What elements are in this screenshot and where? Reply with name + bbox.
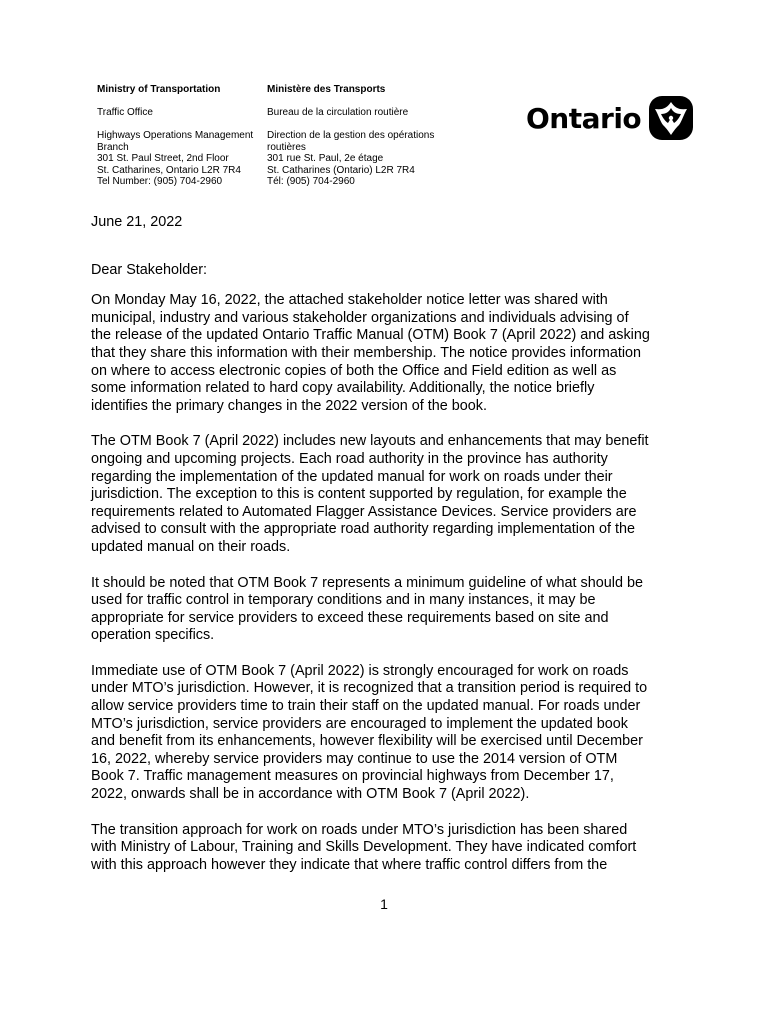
paragraph-line: 16, 2022, whereby service providers may continue to use the 2014 version of OTM [91,750,618,767]
ontario-logo [526,96,693,140]
paragraph-line: with this approach however they indicate that where traffic control differs from the [91,856,608,873]
letter-date: June 21, 2022 [91,214,183,230]
paragraph-line: regarding the implementation of the updated manual for work on roads under their [91,468,613,485]
paragraph-line: allow service providers time to train their staff on the updated manual. For roads under [91,698,641,715]
trillium-icon [649,96,693,140]
letterhead-french [267,84,447,188]
paragraph-line: requirements related to Automated Flagger Assistance Devices. Service providers are [91,503,637,520]
salutation: Dear Stakeholder: [91,261,207,278]
paragraph-line: the release of the updated Ontario Traffic Manual (OTM) Book 7 (April 2022) and asking [91,327,650,344]
paragraph-line: operation specifics. [91,627,215,644]
office-name-en: Traffic Office [97,106,153,118]
ministry-name-fr: Ministère des Transports [267,84,386,95]
paragraphs [91,292,691,874]
paragraph-line: used for traffic control in temporary conditions and in many instances, it may be [91,592,596,609]
branch-name-en [97,130,257,153]
paragraph-line: municipal, industry and various stakeholder organizations and individuals advising of [91,309,629,326]
paragraph-line: identifies the primary changes in the 2022 version of the book. [91,397,487,414]
branch-line: routières [267,141,306,153]
paragraph-line: that they share this information with their membership. The notice provides information [91,344,642,361]
paragraph-line: MTO’s jurisdiction, service providers are encouraged to implement the updated book [91,715,628,732]
branch-line: Branch [97,141,129,153]
paragraph [91,433,691,556]
phone-line: Tel Number: (905) 704-2960 [97,176,223,187]
paragraph-line: On Monday May 16, 2022, the attached stakeholder notice letter was shared with [91,292,608,309]
paragraph-line: Immediate use of OTM Book 7 (April 2022) is strongly encouraged for work on roads [91,662,629,679]
paragraph-line: jurisdiction. The exception to this is content supported by regulation, for example the [91,486,627,503]
phone-line: Tél: (905) 704-2960 [267,176,355,187]
paragraph [91,663,691,804]
logo-wordmark: Ontario [526,101,642,135]
paragraph-line: and benefit from its enhancements, however flexibility will be exercised until December [91,733,643,750]
letter-body [91,214,691,892]
paragraph-line: It should be noted that OTM Book 7 represents a minimum guideline of what should be [91,574,643,591]
paragraph-line: The OTM Book 7 (April 2022) includes new layouts and enhancements that may benefit [91,433,649,450]
paragraph-line: ongoing and upcoming projects. Each road authority in the province has authority [91,450,608,467]
ministry-name-en: Ministry of Transportation [97,84,221,95]
address-line: 301 St. Paul Street, 2nd Floor [97,153,229,164]
paragraph-line: on where to access electronic copies of both the Office and Field edition as well as [91,362,617,379]
page-number: 1 [380,896,388,912]
paragraph [91,292,691,415]
paragraph-line: The transition approach for work on roads under MTO’s jurisdiction has been shared [91,821,628,838]
paragraph [91,822,691,875]
paragraph-line: some information related to hard copy availability. Additionally, the notice briefly [91,380,595,397]
office-name-fr: Bureau de la circulation routière [267,106,409,118]
paragraph [91,575,691,645]
paragraph-line: with Ministry of Labour, Training and Skills Development. They have indicated comfort [91,839,637,856]
paragraph-line: Book 7. Traffic management measures on provincial highways from December 17, [91,768,614,785]
address-line: 301 rue St. Paul, 2e étage [267,153,384,164]
branch-line: Direction de la gestion des opérations [267,130,435,141]
branch-name-fr [267,130,447,153]
branch-line: Highways Operations Management [97,130,254,141]
paragraph-line: advised to consult with the appropriate road authority regarding implementation of the [91,521,635,538]
address-line: St. Catharines, Ontario L2R 7R4 [97,164,241,176]
paragraph-line: 2022, onwards shall be in accordance with OTM Book 7 (April 2022). [91,786,530,803]
paragraph-line: appropriate for service providers to exceed these requirements based on site and [91,609,609,626]
address-fr [267,153,447,188]
address-line: St. Catharines (Ontario) L2R 7R4 [267,164,415,176]
letterhead-english [97,84,257,188]
address-en [97,153,257,188]
paragraph-line: under MTO’s jurisdiction. However, it is recognized that a transition period is required to [91,680,648,697]
paragraph-line: updated manual on their roads. [91,538,291,555]
letterhead [97,84,717,196]
